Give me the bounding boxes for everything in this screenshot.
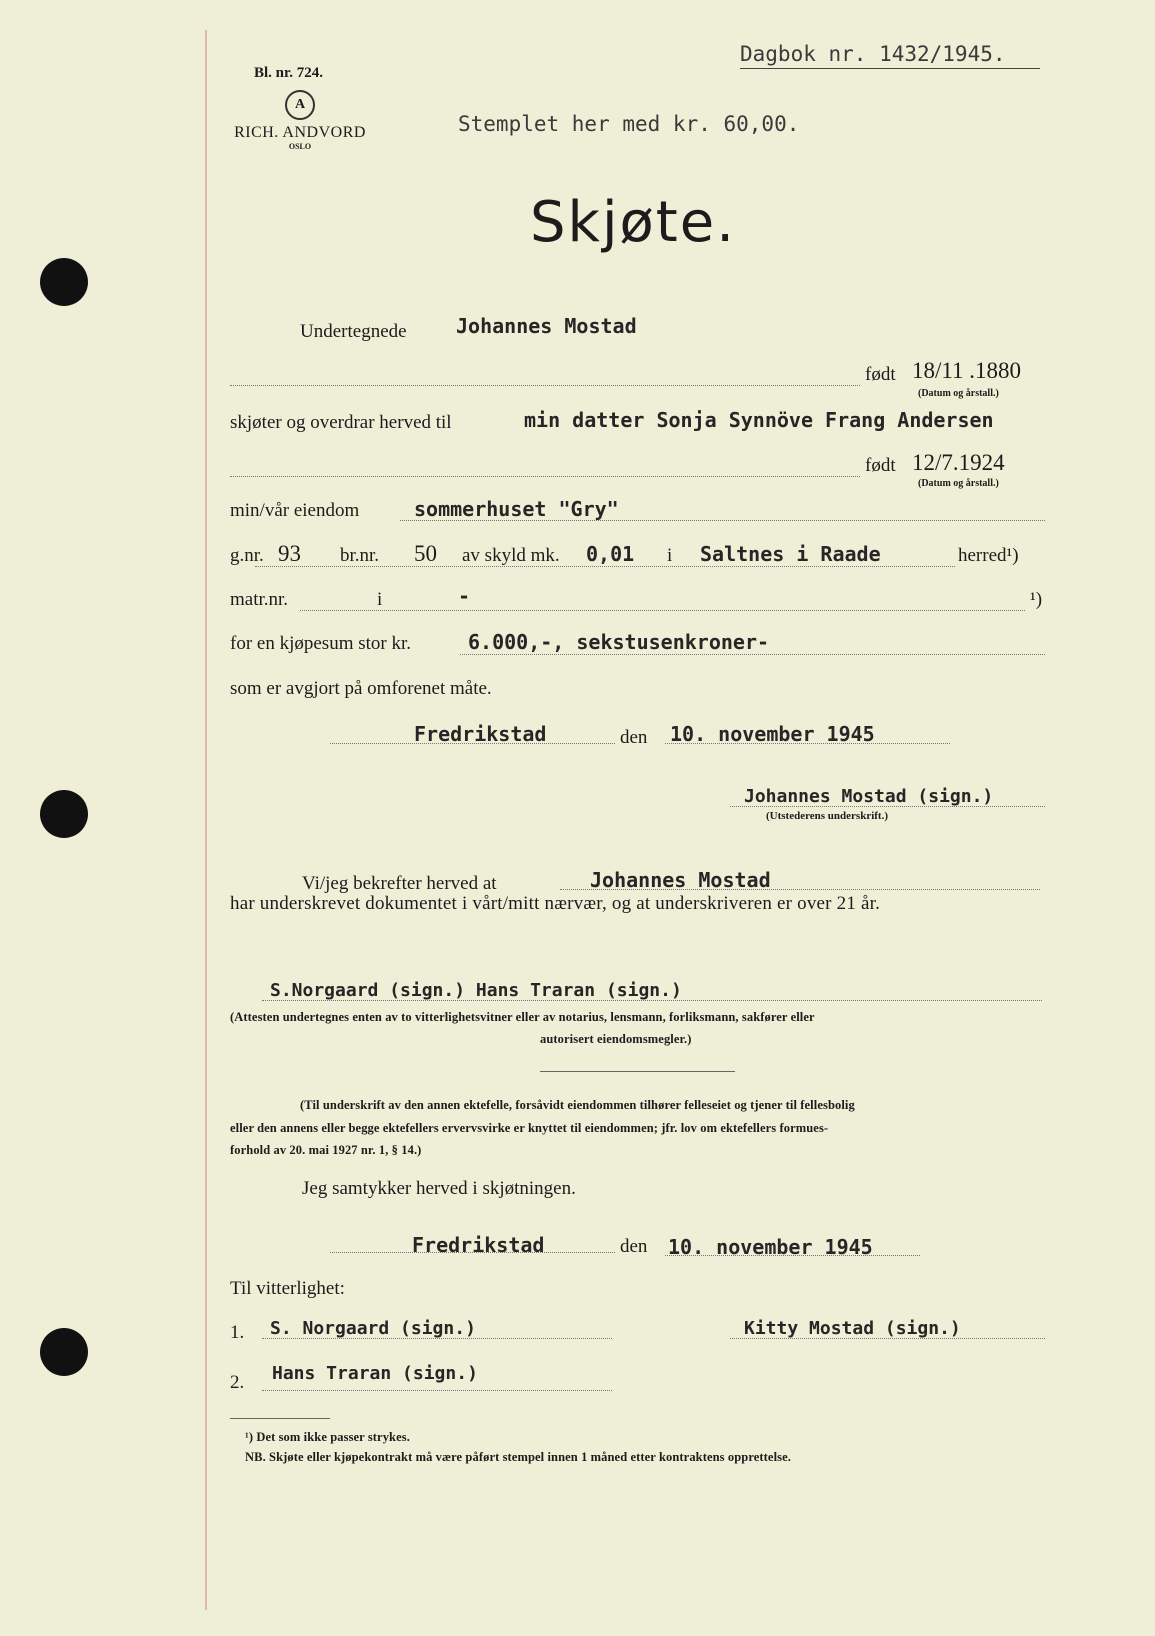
footnote-rule [230,1418,330,1419]
seller-signature: Johannes Mostad (sign.) [744,786,994,807]
spouse-den: den [620,1236,648,1257]
matr-note: ¹) [1030,589,1043,610]
dotted-line [560,889,1040,890]
spouse-date: 10. november 1945 [668,1235,873,1259]
transfer-label: skjøter og overdrar herved til [230,412,452,433]
attest-line2: har underskrevet dokumentet i vårt/mitt nærvær, og at underskriveren er over 21 år. [230,893,881,914]
separator-rule [540,1071,735,1072]
margin-line [205,30,207,1610]
spouse-place: Fredrikstad [412,1233,545,1257]
price-amount: 6.000,-, sekstusenkroner- [468,630,770,654]
transfer-born-date: 12/7.1924 [912,450,1005,475]
seller-born-label: født [865,364,896,385]
matr-label: matr.nr. [230,589,289,610]
signing-place: Fredrikstad [414,722,547,746]
publisher-name: RICH. ANDVORD [234,124,366,141]
dotted-line [665,743,950,744]
skyld-value: 0,01 [586,542,635,566]
dotted-line [230,476,860,477]
dotted-line [230,385,860,386]
property-label: min/vår eiendom [230,500,360,521]
witness2-number: 2. [230,1372,245,1393]
herred-label: herred¹) [958,545,1019,566]
attest-witnesses: S.Norgaard (sign.) Hans Traran (sign.) [270,980,682,1001]
spouse-note1: (Til underskrift av den annen ektefelle, forsåvidt eiendommen tilhører felleseiet og tjener til fellesbolig [300,1098,855,1112]
price-settled: som er avgjort på omforenet måte. [230,678,492,699]
punch-hole-icon [40,258,88,306]
brnr-label: br.nr. [340,545,380,566]
transfer-date-hint: (Datum og årstall.) [918,478,999,489]
dagbok-number: Dagbok nr. 1432/1945. [740,42,1006,66]
dagbok-underline [740,68,1040,69]
skyld-label: av skyld mk. [462,545,560,566]
matr-value: - [458,584,471,608]
dotted-line [255,566,955,567]
place-prefix: i [667,545,673,566]
dotted-line [730,1338,1045,1339]
seller-date-hint: (Datum og årstall.) [918,388,999,399]
place-value: Saltnes i Raade [700,542,881,566]
publisher-city: OSLO [288,142,312,151]
form-number: Bl. nr. 724. [254,65,324,81]
dotted-line [330,1252,615,1253]
spouse-note3: forhold av 20. mai 1927 nr. 1, § 14.) [230,1143,422,1157]
property-name: sommerhuset "Gry" [414,497,619,521]
document-title: Skjøte. [530,190,737,255]
witness2-signature: Hans Traran (sign.) [272,1363,478,1384]
attest-note2: autorisert eiendomsmegler.) [540,1032,692,1046]
brnr-value: 50 [414,541,437,566]
witness1-number: 1. [230,1322,245,1343]
transfer-born-label: født [865,455,896,476]
seller-name: Johannes Mostad [456,314,637,338]
dotted-line [300,610,1025,611]
attest-name: Johannes Mostad [590,868,771,892]
dotted-line [400,520,1045,521]
signature-hint: (Utstederens underskrift.) [766,810,889,822]
punch-hole-icon [40,790,88,838]
seller-born-date: 18/11 .1880 [912,358,1022,383]
signing-den: den [620,727,648,748]
dotted-line [665,1255,920,1256]
seller-label: Undertegnede [300,321,407,342]
dotted-line [330,743,615,744]
witness1-signature: S. Norgaard (sign.) [270,1318,476,1339]
price-label: for en kjøpesum stor kr. [230,633,412,654]
dotted-line [262,1000,1042,1001]
dotted-line [730,806,1045,807]
stamp-text: Stemplet her med kr. 60,00. [458,112,800,136]
spouse-signature: Kitty Mostad (sign.) [744,1318,961,1339]
attest-note1: (Attesten undertegnes enten av to vitterlighetsvitner eller av notarius, lensmann, forliksmann, sakfører eller [230,1010,815,1024]
spouse-note2: eller den annens eller begge ektefellers ervervsvirke er knyttet til eiendommen; jfr. lov om ektefellers formues- [230,1121,829,1135]
dotted-line [262,1390,612,1391]
signing-date: 10. november 1945 [670,722,875,746]
punch-hole-icon [40,1328,88,1376]
matr-i: i [377,589,383,610]
witness-label: Til vitterlighet: [230,1278,345,1299]
transfer-recipient: min datter Sonja Synnöve Frang Andersen [524,408,994,432]
spouse-consent: Jeg samtykker herved i skjøtningen. [302,1178,576,1199]
gnr-label: g.nr. [230,545,264,566]
publisher-logo [225,90,375,151]
attest-prefix: Vi/jeg bekrefter herved at [302,873,497,894]
footer-note2: NB. Skjøte eller kjøpekontrakt må være påført stempel innen 1 måned etter kontraktens opprettelse. [245,1450,791,1464]
gnr-value: 93 [278,541,301,566]
footer-note1: ¹) Det som ikke passer strykes. [245,1430,410,1444]
dotted-line [262,1338,612,1339]
dotted-line [460,654,1045,655]
publisher-seal-icon: A [285,90,315,120]
